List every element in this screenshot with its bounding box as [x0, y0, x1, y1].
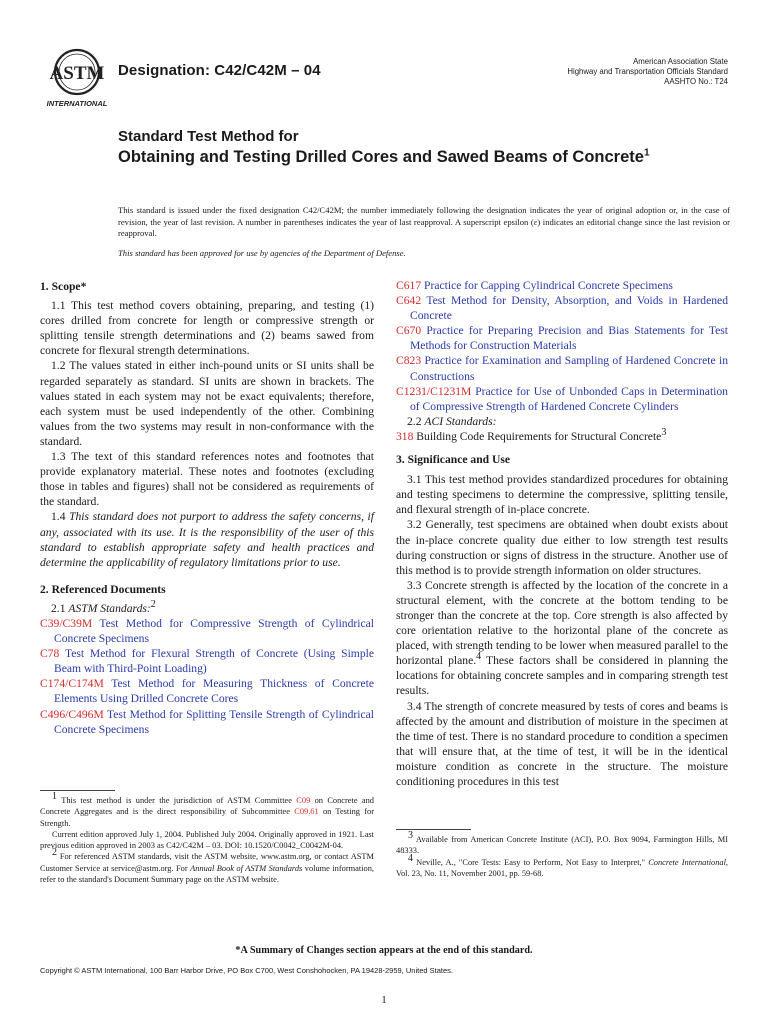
reference-item[interactable]: C496/C496M Test Method for Splitting Tensile Strength of Cylindrical Concrete Specimens	[40, 707, 374, 736]
svg-text:INTERNATIONAL: INTERNATIONAL	[46, 99, 108, 108]
paragraph: 3.2 Generally, test specimens are obtained when doubt exists about the in-place concrete quality due either to low strength test results during construction or signs of distress in the structure. Another use of this method is to provide strength information on older structures.	[396, 518, 728, 577]
page-title: Obtaining and Testing Drilled Cores and Sawed Beams of Concrete$^1$	[118, 147, 650, 166]
subsection-label: 2.2 ACI Standards:	[407, 414, 497, 428]
footnote-2: 2 For referenced ASTM standards, visit the ASTM website, www.astm.org, or contact ASTM Customer Service at service@astm.org. For Annual Book of ASTM Standards volume information, refer to the standard's Document Summary page on the ASTM website.	[40, 847, 374, 885]
copyright: Copyright © ASTM International, 100 Barr Harbor Drive, PO Box C700, West Conshohocken, PA 19428-2959, United States.	[40, 966, 453, 975]
footnote-3: 3 Available from American Concrete Institute (ACI), P.O. Box 9094, Farmington Hills, MI 48333.	[396, 830, 728, 856]
aashto-info: American Association State Highway and Transportation Officials Standard AASHTO No.: T24	[567, 57, 728, 86]
paragraph: 3.4 The strength of concrete measured by tests of cores and beams is affected by the amount and distribution of moisture in the specimen at the time of test. There is no standard procedure to condition a specimen that will ensure that, at the time of test, it will be in the identical moisture condition as concrete in the structure. The moisture conditioning procedures in this test	[396, 699, 728, 788]
reference-item[interactable]: 318 Building Code Requirements for Structural Concrete3	[396, 427, 667, 443]
title-prefix: Standard Test Method for	[118, 128, 299, 145]
designation: Designation: C42/C42M – 04	[118, 62, 321, 79]
astm-reference-list	[396, 278, 728, 414]
paragraph: 3.3 Concrete strength is affected by the location of the concrete in a structural element, with the concrete at the bottom tending to be stronger than the concrete at the top. Core strength is also affected by core orientation relative to the horizontal plane of the concrete as placed, with strength tending to be lower when measured parallel to the horizontal plane.4 These factors shall be considered in planning the locations for obtaining concrete samples and in comparing strength test results.	[396, 578, 728, 698]
reference-item[interactable]: C174/C174M Test Method for Measuring Thickness of Concrete Elements Using Drilled Concrete Cores	[40, 677, 374, 706]
footnotes-left	[40, 790, 374, 885]
approval-note: This standard has been approved for use by agencies of the Department of Defense.	[118, 248, 406, 258]
reference-item[interactable]: C823 Practice for Examination and Sampling of Hardened Concrete in Constructions	[396, 354, 728, 383]
page-number: 1	[381, 994, 387, 1006]
paragraph: 1.3 The text of this standard references notes and footnotes that provide explanatory material. These notes and footnotes (excluding those in tables and figures) shall not be considered as requirements of the standard.	[40, 450, 374, 509]
svg-text:ASTM: ASTM	[49, 63, 105, 84]
paragraph: 3.1 This test method provides standardized procedures for obtaining and testing specimens to determine the compressive, splitting tensile, and flexural strength of in-place concrete.	[396, 473, 728, 517]
paragraph: 1.4 This standard does not purport to address the safety concerns, if any, associated with its use. It is the responsibility of the user of this standard to establish appropriate safety and health practices and determine the applicability of regulatory limitations prior to use.	[40, 510, 374, 569]
reference-item[interactable]: C1231/C1231M Practice for Use of Unbonded Caps in Determination of Compressive Strength of Hardened Concrete Cylinders	[396, 384, 728, 413]
paragraph: 1.1 This test method covers obtaining, preparing, and testing (1) cores drilled from concrete for length or compressive strength or splitting tensile strength determinations and (2) beams sawed from concrete for flexural strength determinations.	[40, 299, 374, 358]
paragraph: 1.2 The values stated in either inch-pound units or SI units shall be regarded separately as standard. SI units are shown in brackets. The values stated in each system may not be exact equivalents; therefore, each system must be used independently of the other. Combining values from the two systems may result in non-conformance with the standard.	[40, 359, 374, 448]
reference-item[interactable]: C39/C39M Test Method for Compressive Strength of Cylindrical Concrete Specimens	[40, 616, 374, 646]
issuance-note: This standard is issued under the fixed designation C42/C42M; the number immediately following the designation indicates the year of original adoption or, in the case of revision, the year of last revision. A number in parentheses indicates the year of last reapproval. A superscript epsilon (ε) indicates an editorial change since the last revision or reapproval.	[118, 205, 730, 239]
reference-item[interactable]: C642 Test Method for Density, Absorption, and Voids in Hardened Concrete	[396, 294, 728, 323]
summary-of-changes-note: *A Summary of Changes section appears at the end of this standard.	[235, 945, 533, 956]
footnotes-right	[396, 829, 728, 879]
subcommittee-link[interactable]: C09.61	[294, 807, 319, 817]
reference-item[interactable]: C617 Practice for Capping Cylindrical Concrete Specimens	[396, 279, 673, 292]
section-heading: 1. Scope*	[40, 280, 87, 293]
astm-logo	[42, 48, 112, 110]
left-column	[40, 279, 374, 737]
footnote-1-edition: Current edition approved July 1, 2004. Published July 2004. Originally approved in 1921. Last previous edition approved in 2003 as C42/C42M – 03. DOI: 10.1520/C0042_C0042M-04.	[40, 829, 374, 851]
right-column	[396, 278, 728, 789]
reference-item[interactable]: C78 Test Method for Flexural Strength of Concrete (Using Simple Beam with Third-Point Loading)	[40, 647, 374, 676]
astm-reference-list	[40, 616, 374, 737]
section-heading: 3. Significance and Use	[396, 453, 511, 467]
footnote-4: 4 Neville, A., "Core Tests: Easy to Perform, Not Easy to Interpret," Concrete International, Vol. 23, No. 11, November 2001, pp. 59-68.	[396, 852, 729, 878]
subsection-label: 2.1 ASTM Standards:2	[51, 599, 156, 615]
reference-item[interactable]: C670 Practice for Preparing Precision and Bias Statements for Test Methods for Construction Materials	[396, 324, 728, 353]
footnote-1: 1 This test method is under the jurisdiction of ASTM Committee C09 on Concrete and Concrete Aggregates and is the direct responsibility of Subcommittee C09.61 on Testing for Strength.	[40, 791, 374, 828]
section-heading: 2. Referenced Documents	[40, 582, 166, 596]
committee-link[interactable]: C09	[296, 796, 311, 805]
